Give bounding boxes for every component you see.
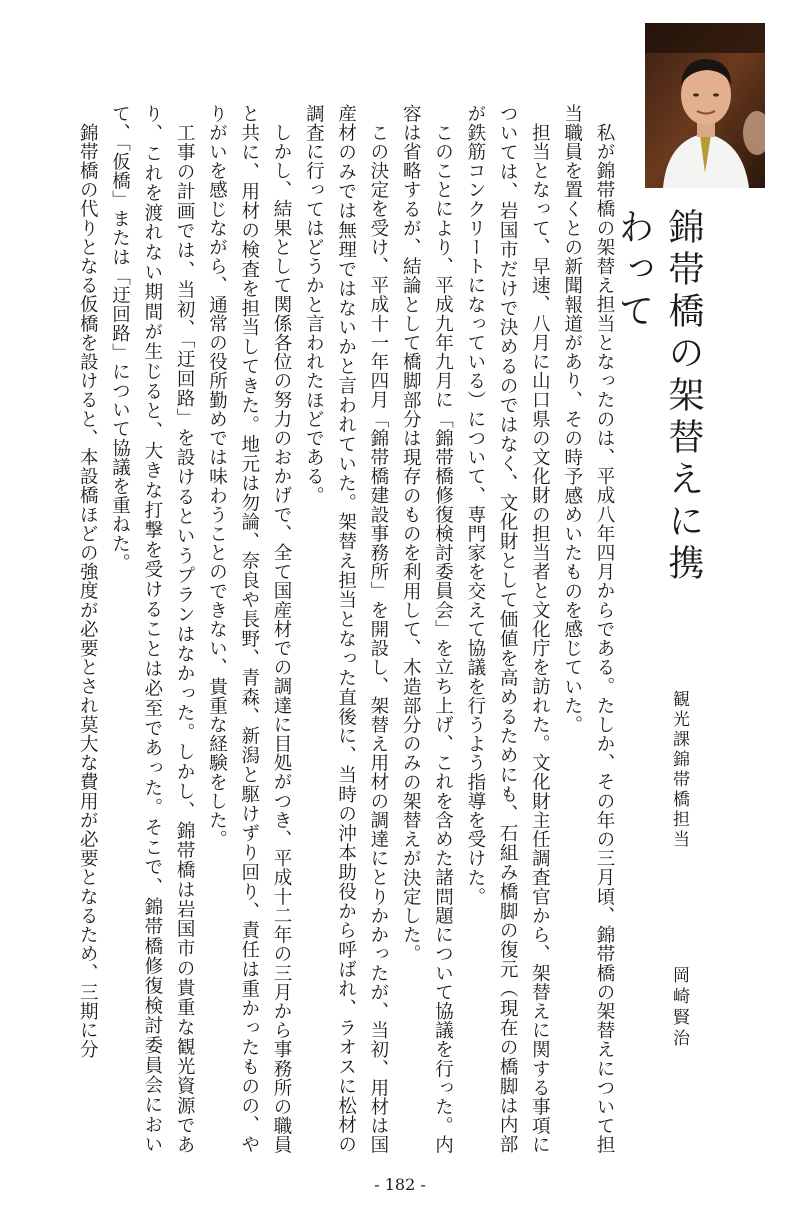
body-paragraph: 私が錦帯橋の架替え担当となったのは、平成八年四月からである。たしか、その年の三月頃、錦帯橋の架替えについて担当職員を置くとの新聞報道があり、その時予感めいたものを感じていた。 — [561, 104, 615, 1154]
article-body — [38, 104, 620, 1154]
body-paragraph: このことにより、平成九年九月に「錦帯橋修復検討委員会」を立ち上げ、これを含めた諸問題について協議を行った。内容は省略するが、結論として橋脚部分は現存のものを利用して、木造部分のみの架替えが決定した。 — [400, 104, 454, 1154]
author-photo — [645, 23, 765, 188]
author-name: 岡崎賢治 — [669, 966, 689, 1050]
body-paragraph: この決定を受け、平成十一年四月「錦帯橋建設事務所」を開設し、架替え用材の調達にとりかかったが、当初、用材は国産材のみでは無理ではないかと言われていた。架替え担当となった直後に、当時の沖本助役から呼ばれ、ラオスに松材の調査に行ってはどうかと言われたほどである。 — [303, 104, 389, 1154]
body-paragraph: 錦帯橋の代りとなる仮橋を設けると、本設橋ほどの強度が必要とされ莫大な費用が必要となるため、三期に分 — [77, 122, 99, 1059]
body-paragraph: しかし、結果として関係各位の努力のおかげで、全て国産材での調達に目処がつき、平成十二年の三月から事務所の職員と共に、用材の検査を担当してきた。地元は勿論、奈良や長野、青森、新潟と駆けずり回り、責任は重かったものの、やりがいを感じながら、通常の役所勤めでは味わうことのできない、貴重な経験をした。 — [206, 104, 293, 1154]
page-number: - 182 - — [374, 1175, 426, 1194]
body-paragraph: 担当となって、早速、八月に山口県の文化財の担当者と文化庁を訪れた。文化財主任調査官から、架替えに関する事項については、岩国市だけで決めるのではなく、文化財として価値を高めるためにも、石組み橋脚の復元（現在の橋脚は内部が鉄筋コンクリートになっている）について、専門家を交えて協議を行うよう指導を受けた。 — [464, 104, 551, 1154]
author-department: 観光課錦帯橋担当 — [669, 690, 689, 850]
body-paragraph: 工事の計画では、当初、「迂回路」を設けるというプランはなかった。しかし、錦帯橋は岩国市の貴重な観光資源であり、これを渡れない期間が生じると、大きな打撃を受けることは必至であった。そこで、錦帯橋修復検討委員会において、「仮橋」または「迂回路」について協議を重ねた。 — [109, 104, 196, 1154]
article-title: 錦帯橋の架替えに携わって — [613, 208, 704, 586]
